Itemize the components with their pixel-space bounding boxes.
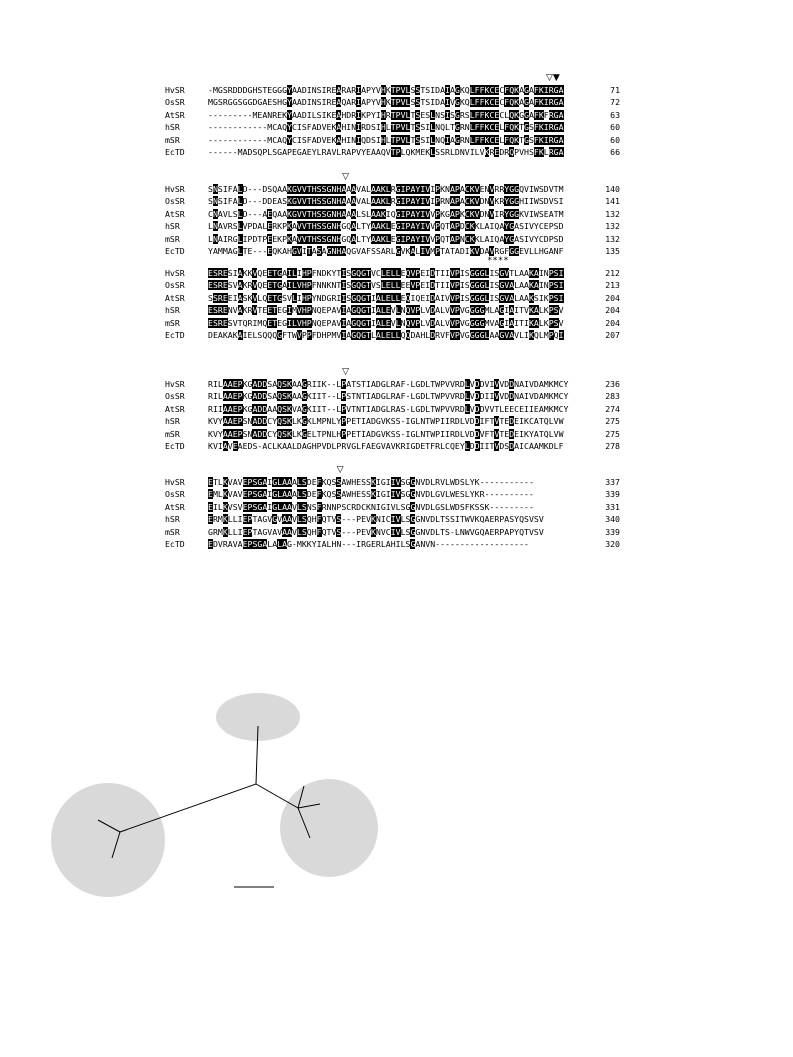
sequence-residues: RIIAAEPKGADDAAQSKVAGKIIT--LPVTNTIADGLRAS-LGDLTWPVVRDLVDDVVTLEECEIIEAMKMCY (208, 403, 569, 414)
alignment-row (0, 501, 793, 513)
sequence-residues: DEAKAKAIELSQQQGFTWVPPFDHPMVIAGQGTLALELLQQDAHLDRVFVPVGGGGLAAGVAVLIKQLMPQI (208, 330, 564, 340)
sequence-name: mSR (165, 134, 180, 145)
alignment-row (0, 134, 793, 146)
sequence-residues: KVYAAEPSNADDCYQSKLKGELTPNLHPPETIADGVKSS-IGLNTWPIIRDLVDDVFTVTEDEIKYATQLVW (208, 428, 564, 439)
sequence-name: mSR (165, 428, 180, 439)
sequence-residues: ERMKLLIEPTAGVGVAAVLSQHFQTVS---PEVKNICIVLSGGNVDLTSSITWVKQAERPASYQSVSV (208, 514, 544, 525)
alignment-row (0, 109, 793, 121)
alignment-row (0, 195, 793, 207)
sequence-position-number: 236 (605, 379, 620, 389)
sequence-name: EcTD (165, 441, 185, 451)
alignment-marker-row (0, 171, 793, 183)
alignment-row (0, 476, 793, 488)
sequence-residues: -MGSRDDDGHSTEGGGYAADINSIREARARIAPYVHKTPVLSSTSIDAIAGKQLFFKCECFQKAGAFKIRGA (208, 85, 564, 95)
alignment-row (0, 415, 793, 427)
sequence-position-number: 278 (605, 441, 620, 451)
sequence-residues: EMLKVAVEPSGAIGLAAALSDEFKQSSAWHESSKIGIIVSGGNVDLGVLWESLYKR---------- (208, 489, 534, 500)
sequence-position-number: 66 (610, 147, 620, 157)
sequence-name: EcTD (165, 246, 185, 256)
sequence-residues: LNAVRSLVPDALERKPKAVVTHSSGNHGQALTYAAKLEGIPAYIVVPQTAPDCKKLAIQAYGASIVYCEPSD (208, 221, 564, 232)
phylogenetic-tree (40, 680, 400, 910)
sequence-residues: ------------MCAQYCISFADVEKAHINIRDSIHLTPVLTSSILNQLTGRNLFFKCELFQKTGSFKIRGA (208, 122, 564, 133)
alignment-marker-row (0, 72, 793, 84)
sequence-residues: ESRESIAKKVQEETGAILIHPFNDKYTISGQGTVCLELLEQVPEIDTIIVPISGGGLISGVTLAAKAINPSI (208, 268, 564, 278)
alignment-row (0, 538, 793, 550)
alignment-row (0, 428, 793, 440)
sequence-position-number: 331 (605, 501, 620, 512)
sequence-position-number: 60 (610, 122, 620, 133)
sequence-name: mSR (165, 233, 180, 244)
conserved-motif-stars: **** (486, 256, 509, 266)
sequence-name: HvSR (165, 184, 185, 194)
sequence-residues: ESRESVAKRVQEETGAILVHPFNNKNTISGQGTVSLELLEEVPEIDTIIVPISGGGLISGVALAAKAINPSI (208, 280, 564, 291)
sequence-residues: RILAAEPKGADDSAQSKAAGRIIK--LPATSTIADGLRAF-LGDLTWPVVRDLVDDVIVVDDNAIVDAMKMCY (208, 379, 569, 389)
alignment-row (0, 329, 793, 341)
sequence-residues: ESRESVTQRIMQETEGILVHPNQEPAVIAGQGTIALEVLNQVPLVDALVVPVGGGGMVAGIAITIKALKPSV (208, 317, 564, 328)
sequence-position-number: 339 (605, 489, 620, 500)
alignment-row (0, 304, 793, 316)
sequence-name: EcTD (165, 147, 185, 157)
clade-cluster-left (51, 783, 165, 897)
sequence-residues: ------MADSQPLSGAPEGAEYLRAVLRAPVYEAAQVTPLQKMEKLSSRLDNVILVKREDRQPVHSFKLRGA (208, 147, 564, 157)
sequence-position-number: 132 (605, 208, 620, 219)
sequence-residues: SSREEIASKVLQETGSVLIHPYNDGRIISGQGTIALELLEQIQEIDAIVVPISGGGLISGVALAAKSIKPSI (208, 292, 564, 303)
sequence-position-number: 275 (605, 428, 620, 439)
alignment-row (0, 292, 793, 304)
sequence-position-number: 141 (605, 196, 620, 207)
sequence-name: AtSR (165, 292, 185, 303)
sequence-name: hSR (165, 305, 180, 316)
sequence-position-number: 320 (605, 539, 620, 549)
sequence-position-number: 204 (605, 292, 620, 303)
sequence-position-number: 132 (605, 233, 620, 244)
site-triangle-marker: ▽ (342, 172, 350, 182)
alignment-row (0, 96, 793, 108)
alignment-row (0, 513, 793, 525)
alignment-row (0, 526, 793, 538)
sequence-position-number: 274 (605, 403, 620, 414)
site-triangle-marker: ▽ (342, 367, 350, 377)
alignment-marker-row (0, 366, 793, 378)
alignment-row (0, 317, 793, 329)
sequence-position-number: 339 (605, 526, 620, 537)
sequence-position-number: 337 (605, 477, 620, 487)
sequence-residues: ETLKVAVEPSGAIGLAAALSDEFKQSSAWHESSKIGIIVSGGNVDLRVLWDSLYK----------- (208, 477, 534, 487)
sequence-position-number: 204 (605, 305, 620, 316)
sequence-residues: ------------MCAQYCISFADVEKAHINIQDSIHLTPVLTSSILNQIAGRNLFFKCELFQKTGSFKIRGA (208, 134, 564, 145)
alignment-marker-row (0, 255, 793, 267)
sequence-position-number: 72 (610, 97, 620, 108)
sequence-name: AtSR (165, 501, 185, 512)
sequence-name: OsSR (165, 97, 185, 108)
sequence-name: hSR (165, 514, 180, 525)
sequence-name: HvSR (165, 85, 185, 95)
alignment-row (0, 378, 793, 390)
sequence-name: hSR (165, 416, 180, 427)
sequence-name: mSR (165, 526, 180, 537)
sequence-name: OsSR (165, 196, 185, 207)
alignment-row (0, 183, 793, 195)
sequence-position-number: 275 (605, 416, 620, 427)
alignment-row (0, 121, 793, 133)
sequence-name: hSR (165, 122, 180, 133)
sequence-name: mSR (165, 317, 180, 328)
sequence-position-number: 71 (610, 85, 620, 95)
sequence-position-number: 135 (605, 246, 620, 256)
sequence-residues: EDVRAVAEPSGALALAG-MKKYIALHN---IRGERLAHILSGANVN------------------- (208, 539, 529, 549)
clade-cluster-right (280, 779, 378, 877)
sequence-residues: ---------MEANREKYAADILSIKEAHDRIKPYIHRTPVLTSESLNSISGRSLFFKCECLQKGGAFKFRGA (208, 109, 564, 120)
alignment-marker-row (0, 464, 793, 476)
sequence-name: AtSR (165, 208, 185, 219)
sequence-position-number: 132 (605, 221, 620, 232)
sequence-residues: RILAAEPKGADDSAQSKAAGKIIT--LPSTNTIADGLRAF-LGDLTWPVVRDLVDDIIVVDDNAIVDAMKMCY (208, 391, 569, 402)
sequence-residues: ESRENVAKRVTEETEGIMVHPNQEPAVIAGQGTIALEVLNQVPLVDALVVPVGGGGMLAGIAITVKALKPSV (208, 305, 564, 316)
sequence-name: EcTD (165, 330, 185, 340)
sequence-residues: KVIAVEAEDS-ACLKAALDAGHPVDLPRVGLFAEGVAVKRIGDETFRLCQEYLDDIITVDSDAICAAMKDLF (208, 441, 564, 451)
sequence-name: HvSR (165, 379, 185, 389)
sequence-residues: CNAVLSLD---AEQAAKGVVTHSSGNHAAALSLAAKIQGIPAYIVVPKGAPKCKVDNVIRYGGKVIWSEATM (208, 208, 564, 219)
sequence-residues: SNSIFALD---DSQAAKGVVTHSSGNHAAAVALAAKLRGIPAYIVIPKNAPACKVENVRRYGGQVIWSDVTM (208, 184, 564, 194)
sequence-position-number: 140 (605, 184, 620, 194)
alignment-row (0, 220, 793, 232)
sequence-residues: GRMKLLIEPTAGVAVAAVLSQHFQTVS---PEVKNVCIVLSGGNVDLTS-LNWVGQAERPAPYQTVSV (208, 526, 544, 537)
sequence-name: HvSR (165, 268, 185, 278)
sequence-name: AtSR (165, 109, 185, 120)
sequence-name: OsSR (165, 489, 185, 500)
sequence-position-number: 204 (605, 317, 620, 328)
sequence-position-number: 213 (605, 280, 620, 291)
sequence-name: AtSR (165, 403, 185, 414)
alignment-row (0, 146, 793, 158)
sequence-name: OsSR (165, 391, 185, 402)
sequence-name: EcTD (165, 539, 185, 549)
sequence-name: HvSR (165, 477, 185, 487)
sequence-name: OsSR (165, 280, 185, 291)
sequence-name: hSR (165, 221, 180, 232)
sequence-position-number: 340 (605, 514, 620, 525)
sequence-residues: EILKVSVEPSGAIGLAAVLSNSFRNNPSCRDCKNIGIVLSGGNVDLGSLWDSFKSSK--------- (208, 501, 534, 512)
sequence-residues: LNAIRGLIPDTPEEKPKAVVTHSSGNHGQALTYAAKLEGIPAYIVVPQTAPNCKKLAIQAYGASIVYCDPSD (208, 233, 564, 244)
sequence-position-number: 283 (605, 391, 620, 402)
alignment-row (0, 279, 793, 291)
sequence-position-number: 212 (605, 268, 620, 278)
alignment-row (0, 233, 793, 245)
alignment-row (0, 440, 793, 452)
alignment-row (0, 390, 793, 402)
sequence-position-number: 63 (610, 109, 620, 120)
site-triangle-marker: ▽ (336, 465, 344, 475)
site-triangle-marker: ▽▼ (545, 73, 560, 83)
alignment-row (0, 403, 793, 415)
sequence-residues: KVYAAEPSNADDCYQSKLKGKLMPNLYPPETIADGVKSS-IGLNTWPIIRDLVDDIFTVTEDEIKCATQLVW (208, 416, 564, 427)
alignment-row (0, 267, 793, 279)
alignment-row (0, 208, 793, 220)
sequence-position-number: 207 (605, 330, 620, 340)
sequence-residues: SNSIFALD---DDEASKGVVTHSSGNHAAAVALAAKLRGIPAYIVIPRNAPACKVDNVKRYGGHIIWSDVSI (208, 196, 564, 207)
sequence-residues: YAMMAGLTE---EQKAHGVITASAGNHAQGVAFSSARLGVKALIVMPTATADIKVDAVRGFGGEVLLHGANF (208, 246, 564, 256)
alignment-row (0, 488, 793, 500)
sequence-residues: MGSRGGSGGDGAESHGYAADINSIREAQARIAPYVHKTPVLSSTSIDAIVGKQLFFKCECFQKAGAFKIRGA (208, 97, 564, 108)
alignment-row (0, 84, 793, 96)
sequence-position-number: 60 (610, 134, 620, 145)
